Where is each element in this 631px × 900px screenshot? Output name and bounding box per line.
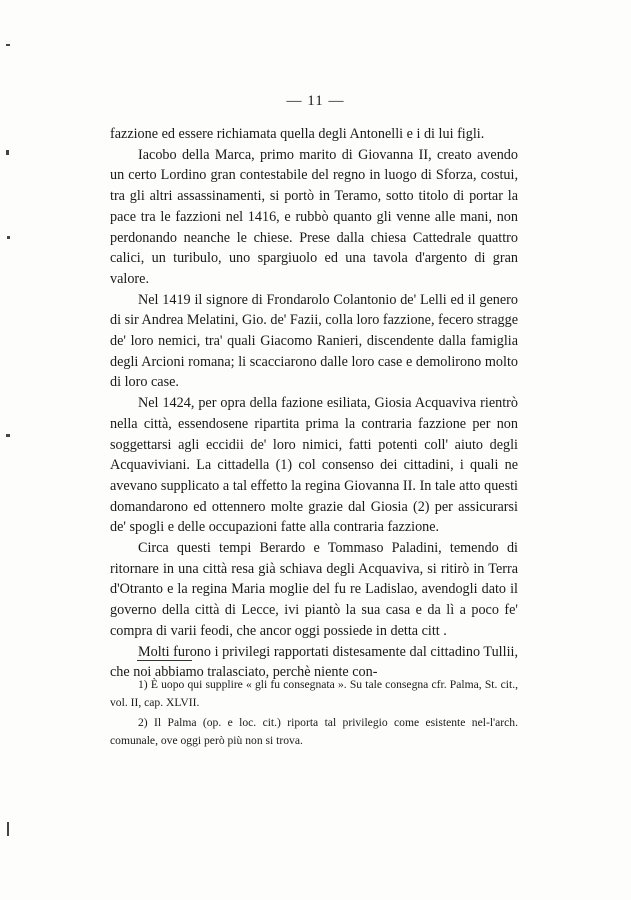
footnote-divider: [137, 660, 192, 661]
scan-mark: [7, 236, 10, 239]
scan-mark: [6, 150, 9, 155]
footnotes: [110, 676, 518, 752]
footnote: 2) Il Palma (op. e loc. cit.) riporta tal privilegio come esistente nel-l'arch. comunale, ove oggi però più non si trova.: [110, 716, 518, 747]
scan-mark: [7, 822, 9, 836]
paragraph: Nel 1424, per opra della fazione esiliata, Giosia Acquaviva rientrò nella città, essendosene ripartita prima la contraria fazzione per non soggettarsi agli eccidii de' loro nimici, fatti potenti coll' aiuto degli Acquaviviani. La cittadella (1) col consenso dei cittadini, i quali ne avevano supplicato a tal effetto la regina Giovanna II. In tale atto questi domandarono ed ottennero molte grazie dal Giosia (2) per assicurarsi de' spogli e delle occupazioni fatte alla contraria fazzione.: [110, 395, 518, 536]
paragraph: Nel 1419 il signore di Frondarolo Colantonio de' Lelli ed il genero di sir Andrea Melatini, Gio. de' Fazii, colla loro fazzione, fecero stragge de' loro nemici, tra' quali Giacomo Ranieri, discendente dalla famiglia degli Arcioni romana; li scacciarono dalle loro case e demolirono molto di loro case.: [110, 291, 518, 391]
paragraph: Circa questi tempi Berardo e Tommaso Paladini, temendo di ritornare in una città resa già schiava degli Acquaviva, si ritirò in Terra d'Otranto e la regina Maria moglie del fu re Ladislao, avendogli dato il governo della città di Lecce, ivi piantò la sua casa e da lì a poco fe' compra di varii feodi, che ancor oggi possiede in detta citt .: [110, 540, 518, 639]
scan-mark: [6, 434, 10, 437]
paragraph: Iacobo della Marca, primo marito di Giovanna II, creato avendo un certo Lordino gran contestabile del regno in luogo di Sforza, costui, tra gli altri assassinamenti, si portò in Teramo, sotto titolo di portar la pace tra le fazzioni nel 1416, e rubbò quanto gli venne alle mani, non perdonando neanche le chiese. Prese dalla chiesa Cattedrale quattro calici, un turibulo, uno spargiuolo ed una tavola d'argento di gran valore.: [110, 146, 518, 287]
footnote: 1) È uopo qui supplire « gli fu consegnata ». Su tale consegna cfr. Palma, St. cit., vol. II, cap. XLVII.: [110, 678, 518, 709]
page-number: — 11 —: [286, 93, 345, 109]
body-text: [110, 124, 518, 683]
scan-mark: [6, 44, 10, 46]
paragraph: Molti furono i privilegi rapportati distesamente dal cittadino Tullii, che noi abbiamo tralasciato, perchè niente con-: [110, 643, 518, 681]
paragraph: fazzione ed essere richiamata quella degli Antonelli e i di lui figli.: [110, 126, 485, 142]
